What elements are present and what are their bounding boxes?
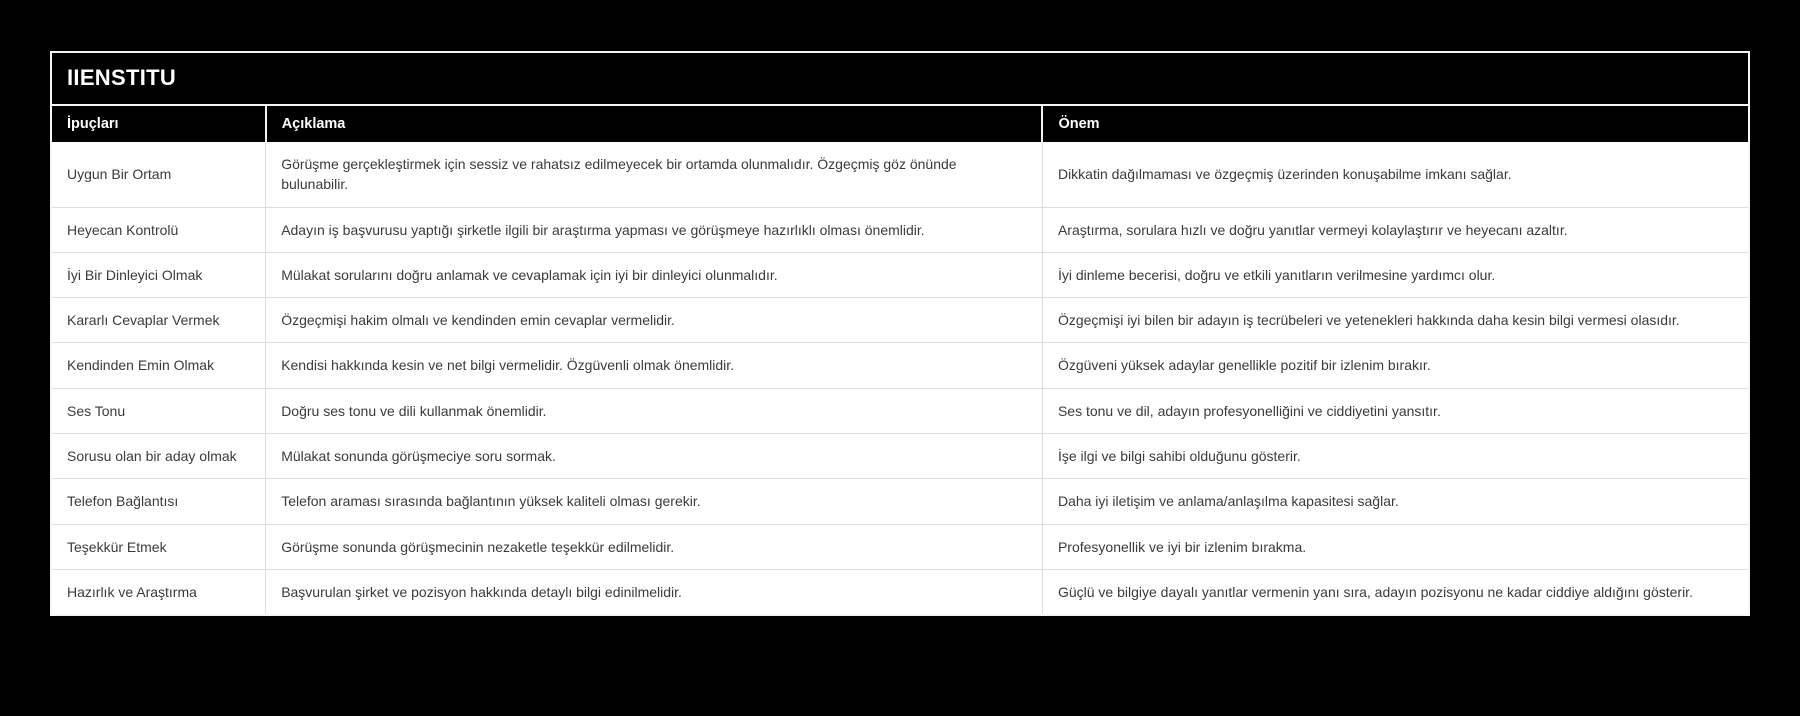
table-body bbox=[52, 142, 1748, 614]
importance-cell: Özgüveni yüksek adaylar genellikle pozitif bir izlenim bırakır. bbox=[1042, 343, 1748, 388]
tip-cell: Kendinden Emin Olmak bbox=[52, 343, 266, 388]
importance-cell: Dikkatin dağılmaması ve özgeçmiş üzerinden konuşabilme imkanı sağlar. bbox=[1042, 142, 1748, 207]
column-header-description: Açıklama bbox=[266, 106, 1043, 142]
table-row bbox=[52, 524, 1748, 569]
description-cell: Telefon araması sırasında bağlantının yüksek kaliteli olması gerekir. bbox=[266, 479, 1043, 524]
table-row bbox=[52, 479, 1748, 524]
importance-cell: Profesyonellik ve iyi bir izlenim bırakma. bbox=[1042, 524, 1748, 569]
importance-cell: Araştırma, sorulara hızlı ve doğru yanıtlar vermeyi kolaylaştırır ve heyecanı azaltır. bbox=[1042, 207, 1748, 252]
table-row bbox=[52, 142, 1748, 207]
table-row bbox=[52, 298, 1748, 343]
table-row bbox=[52, 343, 1748, 388]
importance-cell: Daha iyi iletişim ve anlama/anlaşılma kapasitesi sağlar. bbox=[1042, 479, 1748, 524]
table-panel bbox=[50, 51, 1750, 616]
description-cell: Görüşme gerçekleştirmek için sessiz ve rahatsız edilmeyecek bir ortamda olunmalıdır. Özgeçmiş göz önünde bulunabilir. bbox=[266, 142, 1043, 207]
importance-cell: Güçlü ve bilgiye dayalı yanıtlar vermenin yanı sıra, adayın pozisyonu ne kadar ciddiye aldığını gösterir. bbox=[1042, 569, 1748, 614]
tip-cell: Ses Tonu bbox=[52, 388, 266, 433]
description-cell: Kendisi hakkında kesin ve net bilgi vermelidir. Özgüvenli olmak önemlidir. bbox=[266, 343, 1043, 388]
description-cell: Doğru ses tonu ve dili kullanmak önemlidir. bbox=[266, 388, 1043, 433]
description-cell: Adayın iş başvurusu yaptığı şirketle ilgili bir araştırma yapması ve görüşmeye hazırlıklı olması önemlidir. bbox=[266, 207, 1043, 252]
importance-cell: İyi dinleme becerisi, doğru ve etkili yanıtların verilmesine yardımcı olur. bbox=[1042, 252, 1748, 297]
tip-cell: Teşekkür Etmek bbox=[52, 524, 266, 569]
table-row bbox=[52, 434, 1748, 479]
column-header-importance: Önem bbox=[1042, 106, 1748, 142]
tips-table bbox=[52, 106, 1748, 614]
tip-cell: Kararlı Cevaplar Vermek bbox=[52, 298, 266, 343]
importance-cell: Özgeçmişi iyi bilen bir adayın iş tecrübeleri ve yetenekleri hakkında daha kesin bilgi vermesi olasıdır. bbox=[1042, 298, 1748, 343]
page-title: IIENSTITU bbox=[52, 53, 1748, 106]
header-row bbox=[52, 106, 1748, 142]
importance-cell: Ses tonu ve dil, adayın profesyonelliğini ve ciddiyetini yansıtır. bbox=[1042, 388, 1748, 433]
description-cell: Görüşme sonunda görüşmecinin nezaketle teşekkür edilmelidir. bbox=[266, 524, 1043, 569]
table-row bbox=[52, 207, 1748, 252]
table-header bbox=[52, 106, 1748, 142]
tip-cell: İyi Bir Dinleyici Olmak bbox=[52, 252, 266, 297]
table-row bbox=[52, 388, 1748, 433]
tip-cell: Sorusu olan bir aday olmak bbox=[52, 434, 266, 479]
description-cell: Mülakat sorularını doğru anlamak ve cevaplamak için iyi bir dinleyici olunmalıdır. bbox=[266, 252, 1043, 297]
description-cell: Başvurulan şirket ve pozisyon hakkında detaylı bilgi edinilmelidir. bbox=[266, 569, 1043, 614]
tip-cell: Telefon Bağlantısı bbox=[52, 479, 266, 524]
table-row bbox=[52, 569, 1748, 614]
tip-cell: Hazırlık ve Araştırma bbox=[52, 569, 266, 614]
description-cell: Mülakat sonunda görüşmeciye soru sormak. bbox=[266, 434, 1043, 479]
table-row bbox=[52, 252, 1748, 297]
tip-cell: Heyecan Kontrolü bbox=[52, 207, 266, 252]
tip-cell: Uygun Bir Ortam bbox=[52, 142, 266, 207]
importance-cell: İşe ilgi ve bilgi sahibi olduğunu gösterir. bbox=[1042, 434, 1748, 479]
description-cell: Özgeçmişi hakim olmalı ve kendinden emin cevaplar vermelidir. bbox=[266, 298, 1043, 343]
column-header-tips: İpuçları bbox=[52, 106, 266, 142]
